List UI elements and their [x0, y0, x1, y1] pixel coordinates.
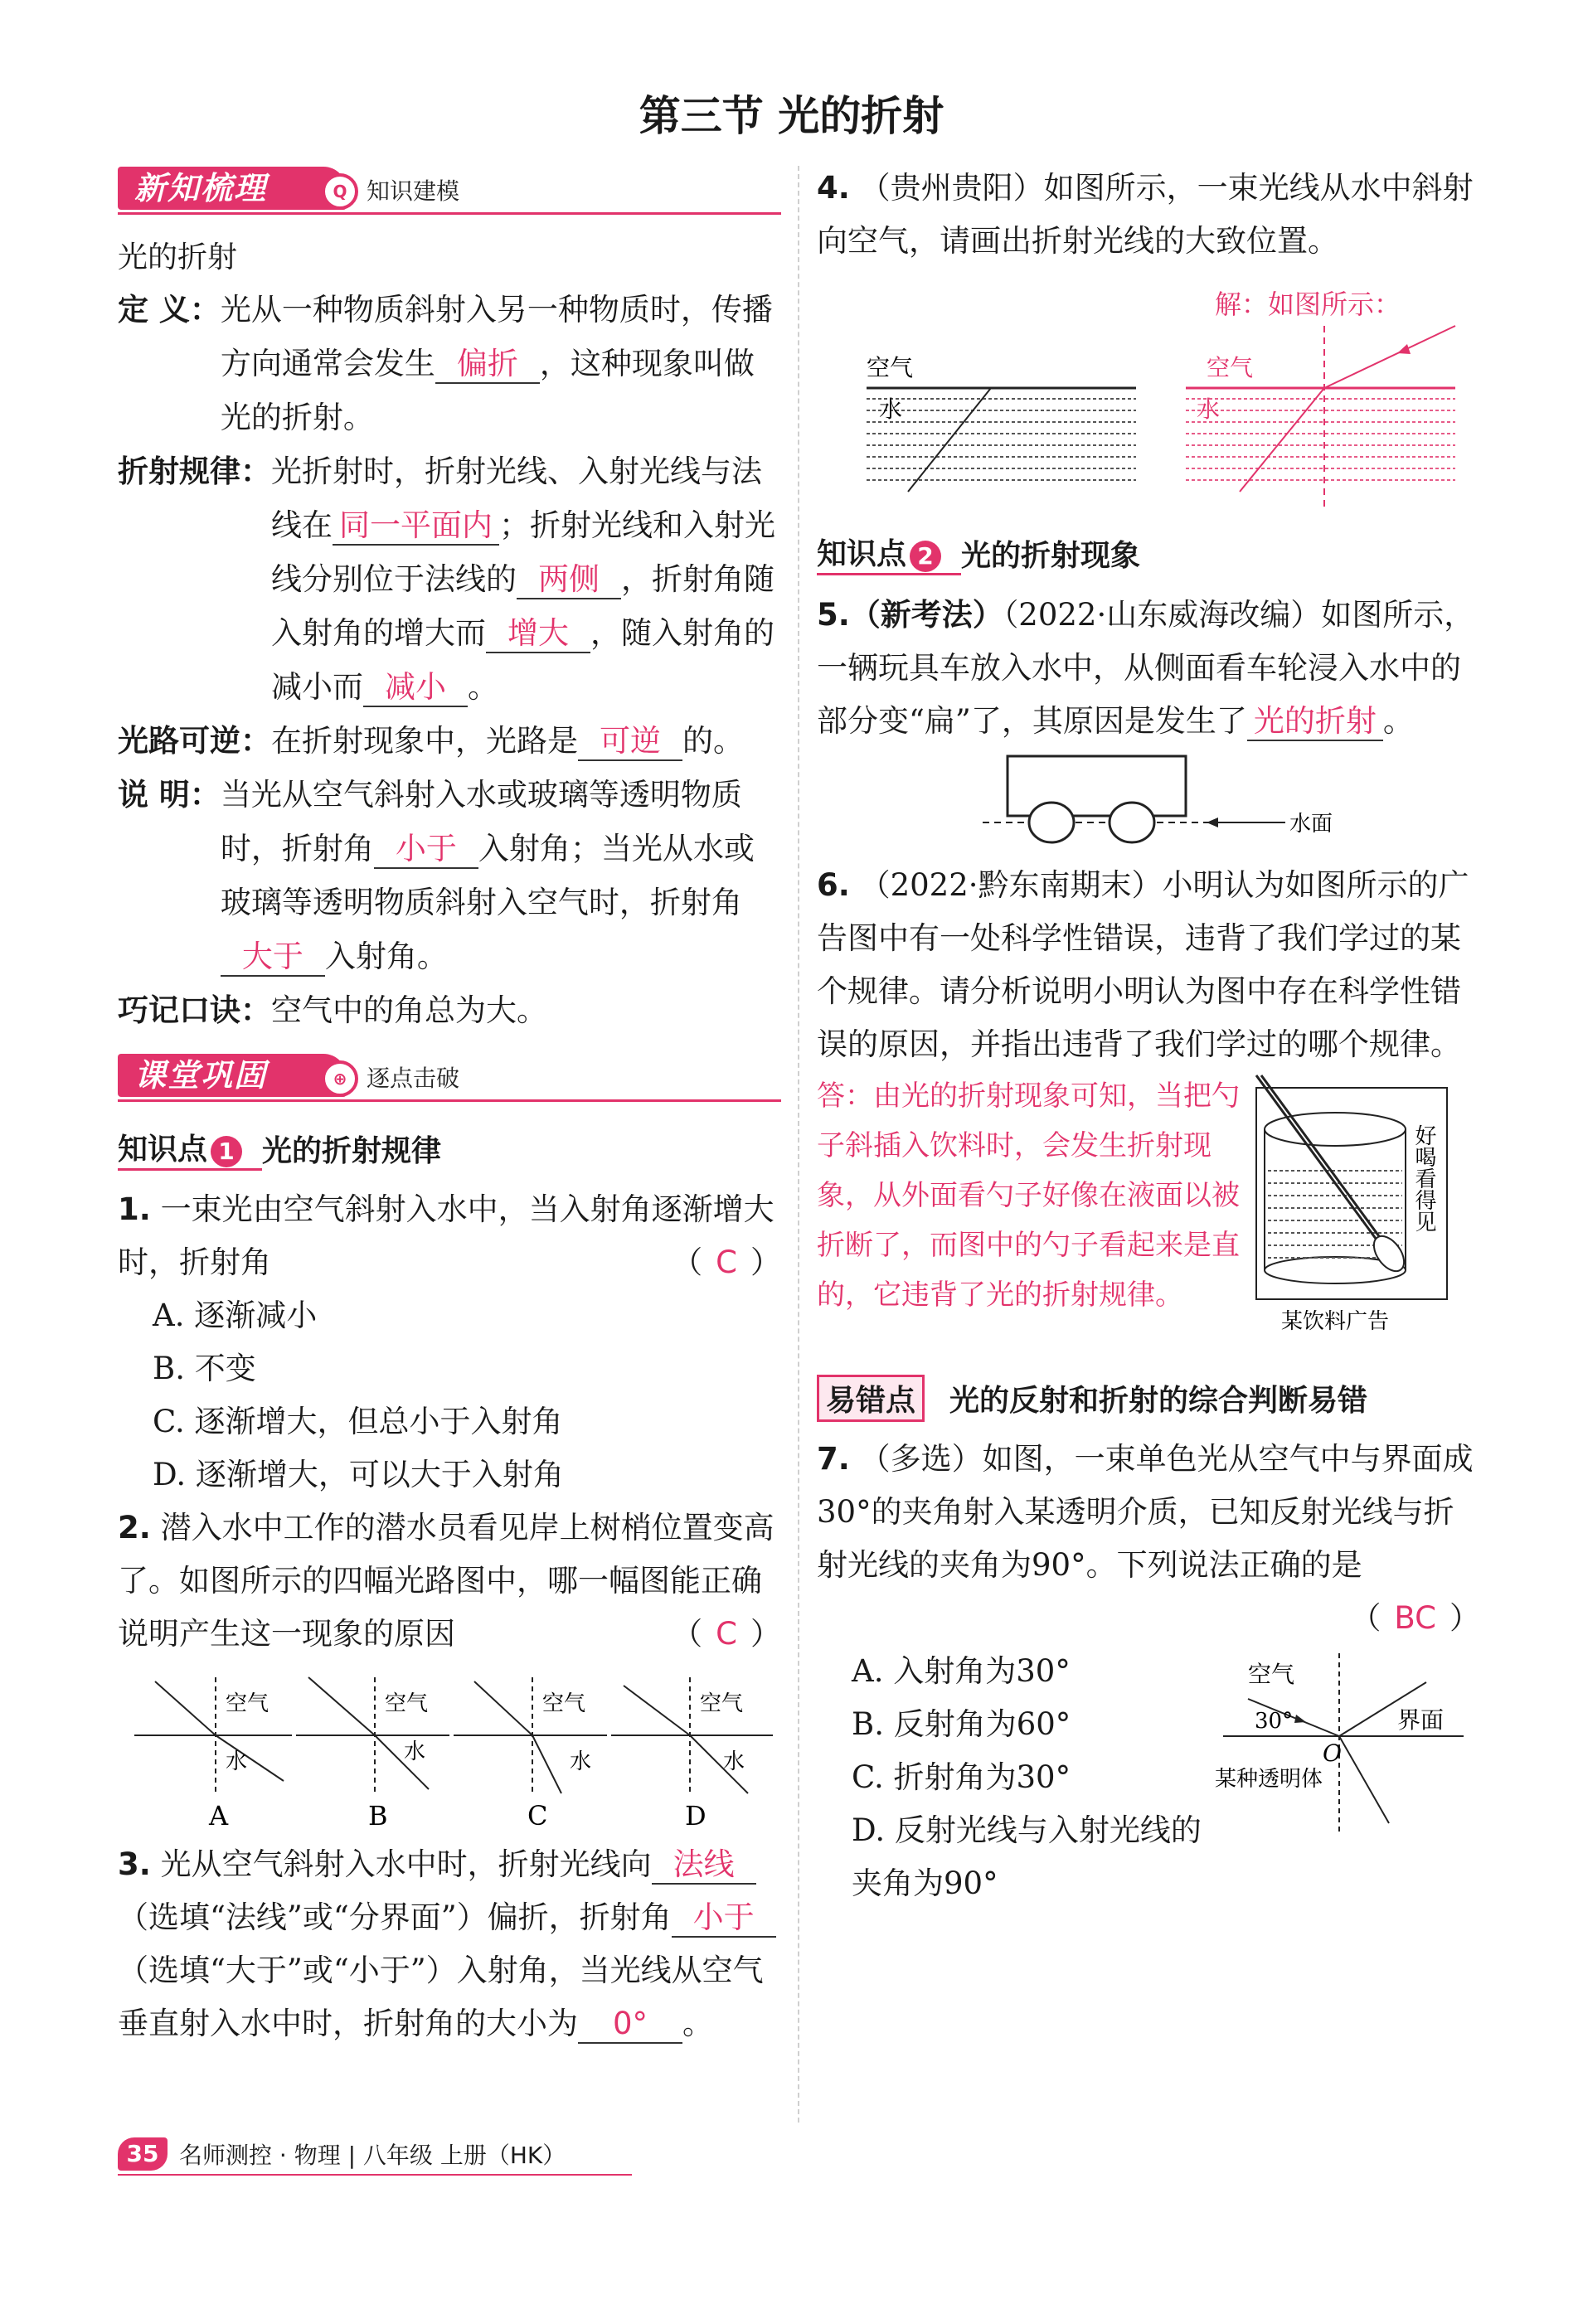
knowledge-point-1 — [118, 1120, 781, 1177]
knowledge-point-2 — [817, 525, 1480, 581]
kp-title: 光的折射规律 — [262, 1133, 442, 1168]
option-c: C. 折射角为30° — [852, 1759, 1071, 1795]
water-label: 水 — [879, 395, 903, 423]
note-label: 说 明： — [118, 777, 221, 813]
answer-bracket: （ C ） — [672, 1244, 781, 1280]
question-tag: （新考法） — [849, 596, 1003, 633]
question-3 — [118, 1838, 781, 2050]
ad-caption: 某饮料广告 — [1281, 1309, 1390, 1334]
q3-answer-1: 法线 — [652, 1846, 756, 1885]
law-text-3: ，折射角随入射角的增大而 — [271, 561, 775, 651]
banner-title: 课堂巩固 — [118, 1054, 347, 1097]
water-label: 水 — [570, 1749, 592, 1774]
toy-car-diagram — [817, 748, 1480, 856]
diagram-b — [296, 1677, 449, 1832]
water-surface-label: 水面 — [1289, 812, 1333, 837]
note-text-1: 当光从空气斜射入水或玻璃等透明物质时，折射角 — [220, 777, 742, 866]
reversible-block — [118, 714, 781, 768]
q6-answer-area — [817, 1071, 1480, 1337]
option-a: A. 逐渐减小 — [153, 1298, 318, 1333]
note-text-2: 入射角；当光从水或玻璃等透明物质斜射入空气时，折射角 — [220, 831, 755, 920]
kp-tag: 知识点 — [817, 537, 907, 571]
air-label: 空气 — [1207, 354, 1254, 381]
air-label: 空气 — [385, 1691, 429, 1716]
q4-diagrams — [817, 268, 1480, 517]
target-icon: ⊕ — [322, 1060, 358, 1097]
water-label: 水 — [1197, 395, 1221, 423]
page-footer — [118, 2135, 566, 2173]
law-text-2: ；折射光线和入射光线分别位于法线的 — [271, 507, 775, 597]
kp-title: 光的折射现象 — [961, 538, 1141, 573]
q6-answer: 答：由光的折射现象可知，当把勺子斜插入饮料时，会发生折射现象，从外面看勺子好像在液面以被折断了，而图中的勺子看起来是直的，它违背了光的折射规律。 — [817, 1080, 1240, 1312]
air-label: 空气 — [1248, 1661, 1295, 1688]
diagram-d — [611, 1677, 773, 1832]
q7-options-area — [817, 1645, 1480, 1910]
question-end: 。 — [1382, 703, 1414, 739]
definition-answer: 偏折 — [435, 346, 540, 384]
law-block — [118, 444, 781, 714]
reversible-answer: 可逆 — [578, 723, 682, 761]
letter-c: C — [527, 1800, 548, 1832]
question-number: 2. — [118, 1510, 151, 1545]
page-title: 第三节 光的折射 — [639, 92, 944, 140]
air-label: 空气 — [542, 1691, 586, 1716]
q3-answer-3: 0° — [578, 2006, 682, 2044]
question-stem: （2022·黔东南期末）小明认为如图所示的广告图中有一处科学性错误，违背了我们学过的某个规律。请分析说明小明认为图中存在科学性错误的原因，并指出违背了我们学过的哪个规律。 — [817, 867, 1469, 1062]
water-label: 水 — [723, 1749, 745, 1774]
question-number: 3. — [118, 1846, 151, 1882]
letter-d: D — [685, 1800, 707, 1832]
question-4 — [817, 162, 1480, 268]
reflection-refraction-diagram — [1215, 1645, 1472, 1844]
law-text-1: 光折射时，折射光线、入射光线与法线在 — [271, 454, 762, 543]
water-label: 水 — [226, 1749, 248, 1774]
note-text-3: 入射角。 — [324, 939, 448, 974]
reversible-text-2: 的。 — [682, 723, 744, 759]
banner-title: 新知梳理 — [118, 167, 347, 210]
q4-original-diagram — [867, 354, 1136, 492]
law-answer-3: 增大 — [486, 615, 590, 653]
medium-label: 某种透明体 — [1215, 1767, 1323, 1792]
air-label: 空气 — [700, 1691, 744, 1716]
air-label: 空气 — [226, 1691, 269, 1716]
magnifier-icon: Q — [322, 173, 358, 210]
q3-text-4: 。 — [682, 2006, 713, 2041]
footer-text: 名师测控 · 物理 | 八年级 上册（HK） — [179, 2142, 566, 2169]
question-6 — [817, 859, 1480, 1071]
question-stem: （贵州贵阳）如图所示，一束光线从水中斜射向空气，请画出折射光线的大致位置。 — [817, 170, 1474, 259]
section-heading: 光的折射 — [118, 240, 238, 274]
definition-text-2: ，这种现象叫做光的折射。 — [220, 346, 755, 435]
answer-bracket: （ BC ） — [1350, 1600, 1480, 1636]
angle-label: 30° — [1255, 1709, 1294, 1734]
question-answer: 光的折射 — [1247, 703, 1383, 741]
point-o-label: O — [1323, 1739, 1342, 1767]
banner-subtitle: 知识建模 — [367, 177, 460, 205]
kp-tag: 知识点 — [118, 1133, 208, 1167]
water-label: 水 — [404, 1739, 426, 1764]
option-c: C. 逐渐增大，但总小于入射角 — [153, 1404, 563, 1439]
answer-choice: C — [716, 1616, 737, 1652]
q7-options — [817, 1645, 1215, 1910]
question-stem: （2022·山东威海改编）如图所示，一辆玩具车放入水中，从侧面看车轮浸入水中的部分变“扁”了，其原因是发生了 — [817, 597, 1475, 739]
air-label: 空气 — [867, 354, 914, 381]
column-divider — [798, 166, 799, 2123]
q3-answer-2: 小于 — [672, 1899, 776, 1938]
q3-text-3: （选填“大于”或“小于”）入射角，当光线从空气垂直射入水中时，折射角的大小为 — [118, 1953, 764, 2041]
note-answer-1: 小于 — [374, 831, 478, 869]
law-answer-2: 两侧 — [517, 561, 621, 599]
law-answer-4: 减小 — [363, 669, 468, 707]
option-d: D. 逐渐增大，可以大于入射角 — [153, 1457, 564, 1492]
question-number: 1. — [118, 1191, 151, 1227]
option-d: D. 反射光线与入射光线的夹角为90° — [852, 1812, 1202, 1901]
law-label: 折射规律： — [118, 454, 271, 489]
left-column — [118, 162, 781, 2050]
footer-underline — [118, 2174, 632, 2176]
kp-number: 1 — [211, 1136, 242, 1167]
question-5 — [817, 588, 1480, 748]
page-number: 35 — [118, 2137, 168, 2171]
reversible-text-1: 在折射现象中，光路是 — [271, 723, 578, 759]
q3-text-1: 光从空气斜射入水中时，折射光线向 — [160, 1846, 652, 1882]
answer-choice: BC — [1394, 1600, 1436, 1636]
banner-subtitle: 逐点击破 — [367, 1065, 460, 1092]
note-answer-2: 大于 — [221, 939, 325, 977]
question-7 — [817, 1433, 1480, 1645]
option-b: B. 反射角为60° — [852, 1706, 1071, 1742]
refraction-diagrams — [118, 1661, 781, 1835]
question-stem: 潜入水中工作的潜水员看见岸上树梢位置变高了。如图所示的四幅光路图中，哪一幅图能正确说明产生这一现象的原因 — [118, 1510, 775, 1652]
definition-block — [118, 283, 781, 444]
error-tag: 易错点 — [817, 1375, 925, 1422]
law-text-4: ，随入射角的减小而 — [271, 615, 775, 705]
mnemonic-label: 巧记口诀： — [118, 992, 271, 1028]
interface-label: 界面 — [1397, 1706, 1445, 1734]
letter-a: A — [209, 1800, 229, 1832]
question-stem: （多选）如图，一束单色光从空气中与界面成30°的夹角射入某透明介质，已知反射光线与折射光线的夹角为90°。下列说法正确的是 — [817, 1441, 1474, 1583]
q4-solution-diagram — [1186, 326, 1455, 508]
note-block — [118, 768, 781, 983]
law-answer-1: 同一平面内 — [333, 507, 499, 546]
kp-number: 2 — [910, 541, 941, 572]
question-number: 4. — [817, 170, 850, 206]
definition-label: 定 义： — [118, 292, 221, 327]
definition-text-1: 光从一种物质斜射入另一种物质时，传播方向通常会发生 — [220, 292, 773, 381]
diagram-c — [454, 1677, 607, 1832]
banner-classroom — [118, 1049, 781, 1105]
option-a: A. 入射角为30° — [852, 1653, 1071, 1689]
law-text-5: 。 — [468, 669, 498, 705]
error-point — [817, 1370, 1480, 1426]
answer-bracket: （ C ） — [672, 1616, 781, 1652]
mnemonic-block — [118, 983, 781, 1037]
solution-label: 解：如图所示： — [1215, 289, 1401, 320]
option-b: B. 不变 — [153, 1351, 256, 1386]
ad-slogan: 好喝看得见 — [1411, 1124, 1436, 1232]
question-1 — [118, 1183, 781, 1502]
question-number: 6. — [817, 867, 850, 903]
q3-text-2: （选填“法线”或“分界面”）偏折，折射角 — [118, 1899, 672, 1935]
answer-choice: C — [716, 1244, 737, 1280]
question-stem: 一束光由空气斜射入水中，当入射角逐渐增大时，折射角 — [118, 1191, 775, 1280]
letter-b: B — [368, 1800, 388, 1832]
banner-new-knowledge — [118, 162, 781, 218]
question-number: 5. — [817, 597, 850, 633]
banner-underline — [118, 212, 781, 215]
drink-ad-diagram — [1248, 1071, 1455, 1337]
right-column — [817, 162, 1480, 1910]
question-number: 7. — [817, 1441, 850, 1477]
error-title: 光的反射和折射的综合判断易错 — [949, 1383, 1368, 1418]
question-2 — [118, 1502, 781, 1661]
diagram-a — [134, 1677, 292, 1832]
banner-underline — [118, 1099, 781, 1102]
mnemonic-text: 空气中的角总为大。 — [271, 992, 547, 1028]
reversible-label: 光路可逆： — [118, 723, 271, 759]
